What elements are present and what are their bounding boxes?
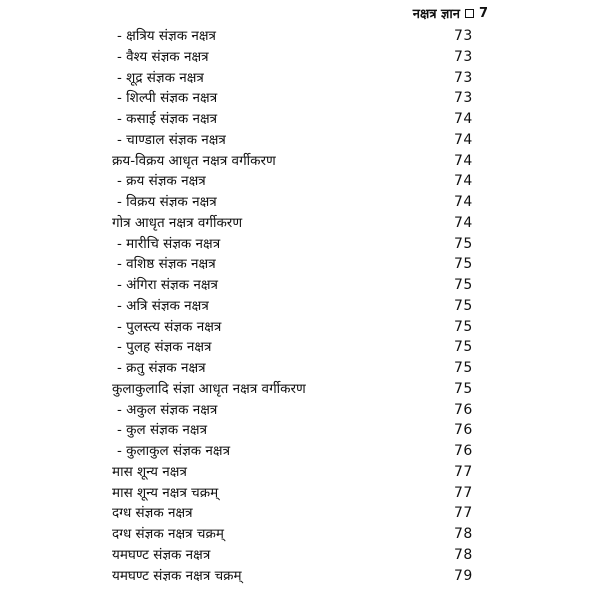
toc-entry — [0, 130, 600, 151]
toc-entry-label: - कुलाकुल संज्ञक नक्षत्र — [117, 443, 231, 459]
toc-entry-label: - शिल्पी संज्ञक नक्षत्र — [117, 90, 218, 107]
toc-entry-page-number: 74 — [454, 194, 473, 210]
toc-entry-page-number: 73 — [454, 69, 473, 86]
table-of-contents — [0, 26, 600, 586]
running-header — [413, 4, 488, 22]
square-bullet-icon — [465, 9, 474, 18]
toc-entry-label: कुलाकुलादि संज्ञा आधृत नक्षत्र वर्गीकरण — [112, 380, 306, 397]
toc-entry — [0, 26, 600, 47]
toc-entry-page-number: 74 — [454, 131, 473, 148]
toc-entry-label: - क्षत्रिय संज्ञक नक्षत्र — [117, 28, 216, 44]
toc-entry-page-number: 77 — [454, 463, 473, 480]
toc-entry-page-number: 76 — [454, 422, 473, 439]
toc-entry-page-number: 73 — [454, 48, 473, 65]
toc-entry — [0, 192, 600, 213]
header-page-number: 7 — [478, 5, 488, 21]
toc-entry — [0, 503, 600, 524]
toc-entry-label: दग्ध संज्ञक नक्षत्र चक्रम् — [112, 526, 224, 542]
toc-entry-page-number: 75 — [454, 339, 473, 356]
toc-entry-page-number: 76 — [454, 443, 473, 459]
toc-entry — [0, 441, 600, 462]
toc-entry-page-number: 74 — [454, 152, 473, 169]
toc-entry — [0, 420, 600, 441]
toc-entry — [0, 379, 600, 400]
toc-entry-label: - अंगिरा संज्ञक नक्षत्र — [117, 277, 218, 293]
toc-entry-label: - अकुल संज्ञक नक्षत्र — [117, 401, 218, 418]
toc-entry — [0, 524, 600, 545]
toc-entry — [0, 213, 600, 234]
toc-entry-label: - वशिष्ठ संज्ञक नक्षत्र — [117, 256, 216, 273]
toc-entry-label: मास शून्य नक्षत्र — [112, 463, 187, 480]
toc-entry — [0, 462, 600, 483]
toc-entry-page-number: 74 — [454, 111, 473, 127]
toc-entry — [0, 68, 600, 89]
toc-entry — [0, 296, 600, 317]
toc-entry-label: - क्रतु संज्ञक नक्षत्र — [117, 360, 206, 376]
toc-entry — [0, 151, 600, 172]
toc-entry — [0, 317, 600, 338]
toc-entry-page-number: 77 — [454, 484, 473, 501]
toc-entry — [0, 483, 600, 504]
toc-entry — [0, 171, 600, 192]
toc-entry — [0, 358, 600, 379]
toc-entry — [0, 109, 600, 130]
toc-entry-page-number: 77 — [454, 505, 473, 522]
toc-entry-label: दग्ध संज्ञक नक्षत्र — [112, 505, 193, 522]
toc-entry-label: - पुलस्त्य संज्ञक नक्षत्र — [117, 318, 222, 335]
toc-entry-page-number: 78 — [454, 526, 473, 542]
toc-entry-label: यमघण्ट संज्ञक नक्षत्र चक्रम् — [112, 567, 242, 584]
toc-entry-label: यमघण्ट संज्ञक नक्षत्र — [112, 546, 211, 563]
toc-entry — [0, 254, 600, 275]
toc-entry-page-number: 75 — [454, 380, 473, 397]
toc-entry-page-number: 75 — [454, 256, 473, 273]
toc-entry-label: - कुल संज्ञक नक्षत्र — [117, 422, 208, 439]
toc-entry-label: क्रय-विक्रय आधृत नक्षत्र वर्गीकरण — [112, 152, 276, 169]
toc-entry-page-number: 74 — [454, 214, 473, 231]
toc-entry-page-number: 75 — [454, 360, 473, 376]
toc-entry-page-number: 76 — [454, 401, 473, 418]
toc-entry — [0, 566, 600, 587]
toc-entry — [0, 545, 600, 566]
toc-entry-label: - शूद्र संज्ञक नक्षत्र — [117, 69, 204, 86]
toc-entry-label: मास शून्य नक्षत्र चक्रम् — [112, 484, 219, 501]
toc-entry-label: - विक्रय संज्ञक नक्षत्र — [117, 194, 217, 210]
toc-entry-label: गोत्र आधृत नक्षत्र वर्गीकरण — [112, 214, 243, 231]
toc-entry-label: - वैश्य संज्ञक नक्षत्र — [117, 48, 209, 65]
toc-entry-page-number: 75 — [454, 277, 473, 293]
toc-entry-label: - अत्रि संज्ञक नक्षत्र — [117, 297, 209, 314]
toc-entry — [0, 400, 600, 421]
toc-entry-label: - कसाई संज्ञक नक्षत्र — [117, 111, 218, 127]
toc-entry — [0, 47, 600, 68]
toc-entry-label: - मारीचि संज्ञक नक्षत्र — [117, 235, 221, 252]
header-title: नक्षत्र ज्ञान — [412, 7, 460, 22]
toc-entry — [0, 337, 600, 358]
toc-entry-page-number: 79 — [454, 567, 473, 584]
toc-entry-page-number: 74 — [454, 173, 473, 190]
toc-entry-label: - क्रय संज्ञक नक्षत्र — [117, 173, 206, 190]
toc-entry-page-number: 73 — [454, 28, 473, 44]
toc-entry — [0, 275, 600, 296]
toc-entry-label: - पुलह संज्ञक नक्षत्र — [117, 339, 212, 356]
toc-entry-page-number: 75 — [454, 235, 473, 252]
toc-entry-page-number: 75 — [454, 297, 473, 314]
toc-entry-label: - चाण्डाल संज्ञक नक्षत्र — [117, 131, 226, 148]
toc-entry-page-number: 78 — [454, 546, 473, 563]
toc-entry — [0, 88, 600, 109]
toc-entry — [0, 234, 600, 255]
toc-entry-page-number: 75 — [454, 318, 473, 335]
toc-entry-page-number: 73 — [454, 90, 473, 107]
